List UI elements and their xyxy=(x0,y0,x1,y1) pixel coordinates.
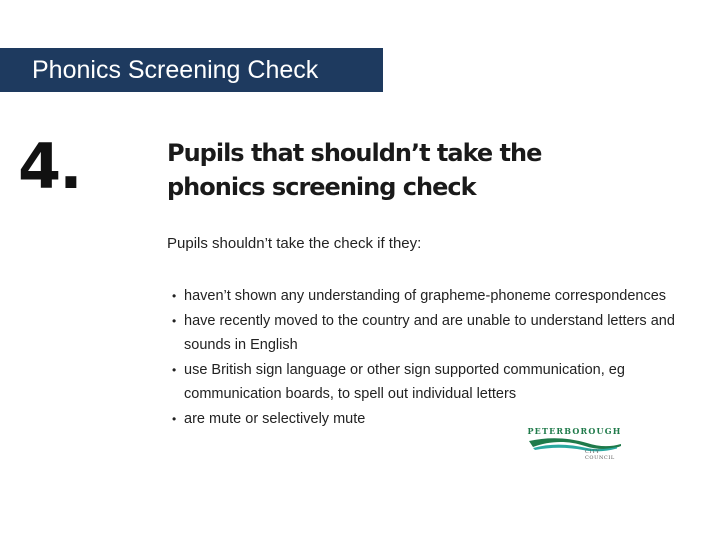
section-number: 4. xyxy=(18,130,81,203)
logo-subtitle: CITY COUNCIL xyxy=(585,449,615,461)
list-item: • use British sign language or other sign supported communication, eg communication boards, to spell out individual letters xyxy=(172,358,682,407)
peterborough-logo xyxy=(527,426,622,460)
slide-title: Phonics Screening Check xyxy=(32,56,319,84)
list-item: • are mute or selectively mute xyxy=(172,407,682,432)
section-heading: Pupils that shouldn’t take the phonics screening check xyxy=(167,139,542,201)
intro-text: Pupils shouldn’t take the check if they: xyxy=(167,235,422,252)
slide-title-bar xyxy=(0,48,383,92)
logo-name: PETERBOROUGH xyxy=(527,426,622,436)
list-item: • haven’t shown any understanding of grapheme-phoneme correspondences xyxy=(172,284,682,309)
criteria-list xyxy=(172,284,682,431)
list-item: • have recently moved to the country and are unable to understand letters and sounds in English xyxy=(172,309,682,358)
